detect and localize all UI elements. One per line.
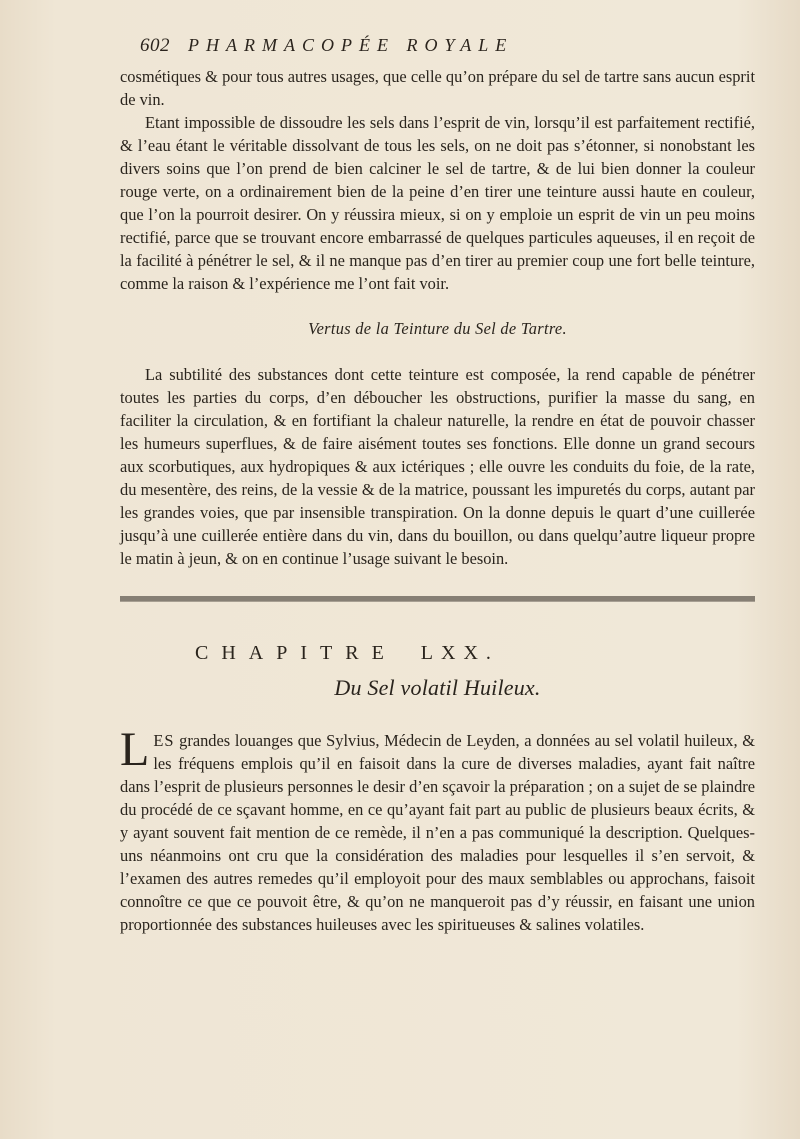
page-content (120, 35, 755, 936)
page-number: 602 (140, 35, 170, 56)
chapter-number: LXX. (420, 642, 499, 664)
drop-cap-letter: L (120, 723, 150, 776)
opening-caps: ES (153, 731, 175, 750)
paragraph-vertus: La subtilité des substances dont cette teinture est composée, la rend capable de pénétrer toutes les parties du corps, d’en déboucher les obstructions, purifier la masse du sang, en faciliter la circulation, & en fortifiant la chaleur naturelle, la rendre en état de pouvoir chasser les humeurs superflues, & de faire aisément toutes ses fonctions. Elle donne un grand secours aux scorbutiques, aux hydropiques & aux ictériques ; elle ouvre les conduits du foie, de la rate, du mesentère, des reins, de la vessie & de la matrice, poussant les impuretés du corps, autant par les grandes voies, que par insensible transpiration. On la donne depuis le quart d’une cuillerée jusqu’à une cuillerée entière dans du vin, dans du bouillon, ou dans quelqu’autre liqueur propre le matin à jeun, & on en continue l’usage suivant le besoin. (120, 365, 755, 568)
paragraph-cosmetiques: cosmétiques & pour tous autres usages, que celle qu’on prépare du sel de tartre sans aucun esprit de vin. (120, 67, 755, 109)
running-head (140, 35, 755, 57)
chapter-paragraph (120, 723, 755, 936)
chapter-heading (120, 642, 755, 665)
section-heading-vertus: Vertus de la Teinture du Sel de Tartre. (308, 319, 567, 338)
chapter-paragraph-text: grandes louanges que Sylvius, Médecin de Leyden, a données au sel volatil huileux, & les fréquens emplois qu’il en faisoit dans la cure de diverses maladies, ayant fait naître dans l’esprit de plusieurs personnes le desir d’en sçavoir la préparation ; on a sujet de se plaindre du procédé de ce sçavant homme, en ce qu’ayant fait part au public de plusieurs beaux écrits, & y ayant souvent fait mention de ce remède, il n’en a pas communiqué la description. Quelques-uns néanmoins ont cru que la considération des maladies pour lesquelles il s’en servoit, & l’examen des autres remedes qu’il employoit pour des maux semblables ou approchans, faisoit connoître ce que ce pouvoit être, & qu’on ne manqueroit pas d’y réussir, en faisant une union proportionnée des substances huileuses avec les spiritueuses & salines volatiles. (120, 731, 755, 934)
chapter-label: CHAPITRE (195, 642, 397, 664)
running-title: PHARMACOPÉE ROYALE (188, 35, 514, 55)
chapter-title: Du Sel volatil Huileux. (334, 675, 541, 700)
divider-line (120, 596, 755, 602)
ornamental-rule (120, 596, 755, 604)
paragraph-esprit-de-vin: Etant impossible de dissoudre les sels dans l’esprit de vin, lorsqu’il est parfaitement rectifié, & l’eau étant le véritable dissolvant de tous les sels, on ne doit pas s’étonner, si nonobstant les divers soins que l’on prend de bien calciner le sel de tartre, & de lui bien donner la couleur rouge verte, on a ordinairement bien de la peine d’en tirer une teinture aussi haute en couleur, que l’on la pourroit desirer. On y réussira mieux, si on y emploie un esprit de vin un peu moins rectifié, parce que se trouvant encore embarrassé de quelques particules aqueuses, il en reçoit de la facilité à pénétrer le sel, & il ne manque pas d’en tirer au premier coup une fort belle teinture, comme la raison & l’expérience me l’ont fait voir. (120, 113, 755, 293)
